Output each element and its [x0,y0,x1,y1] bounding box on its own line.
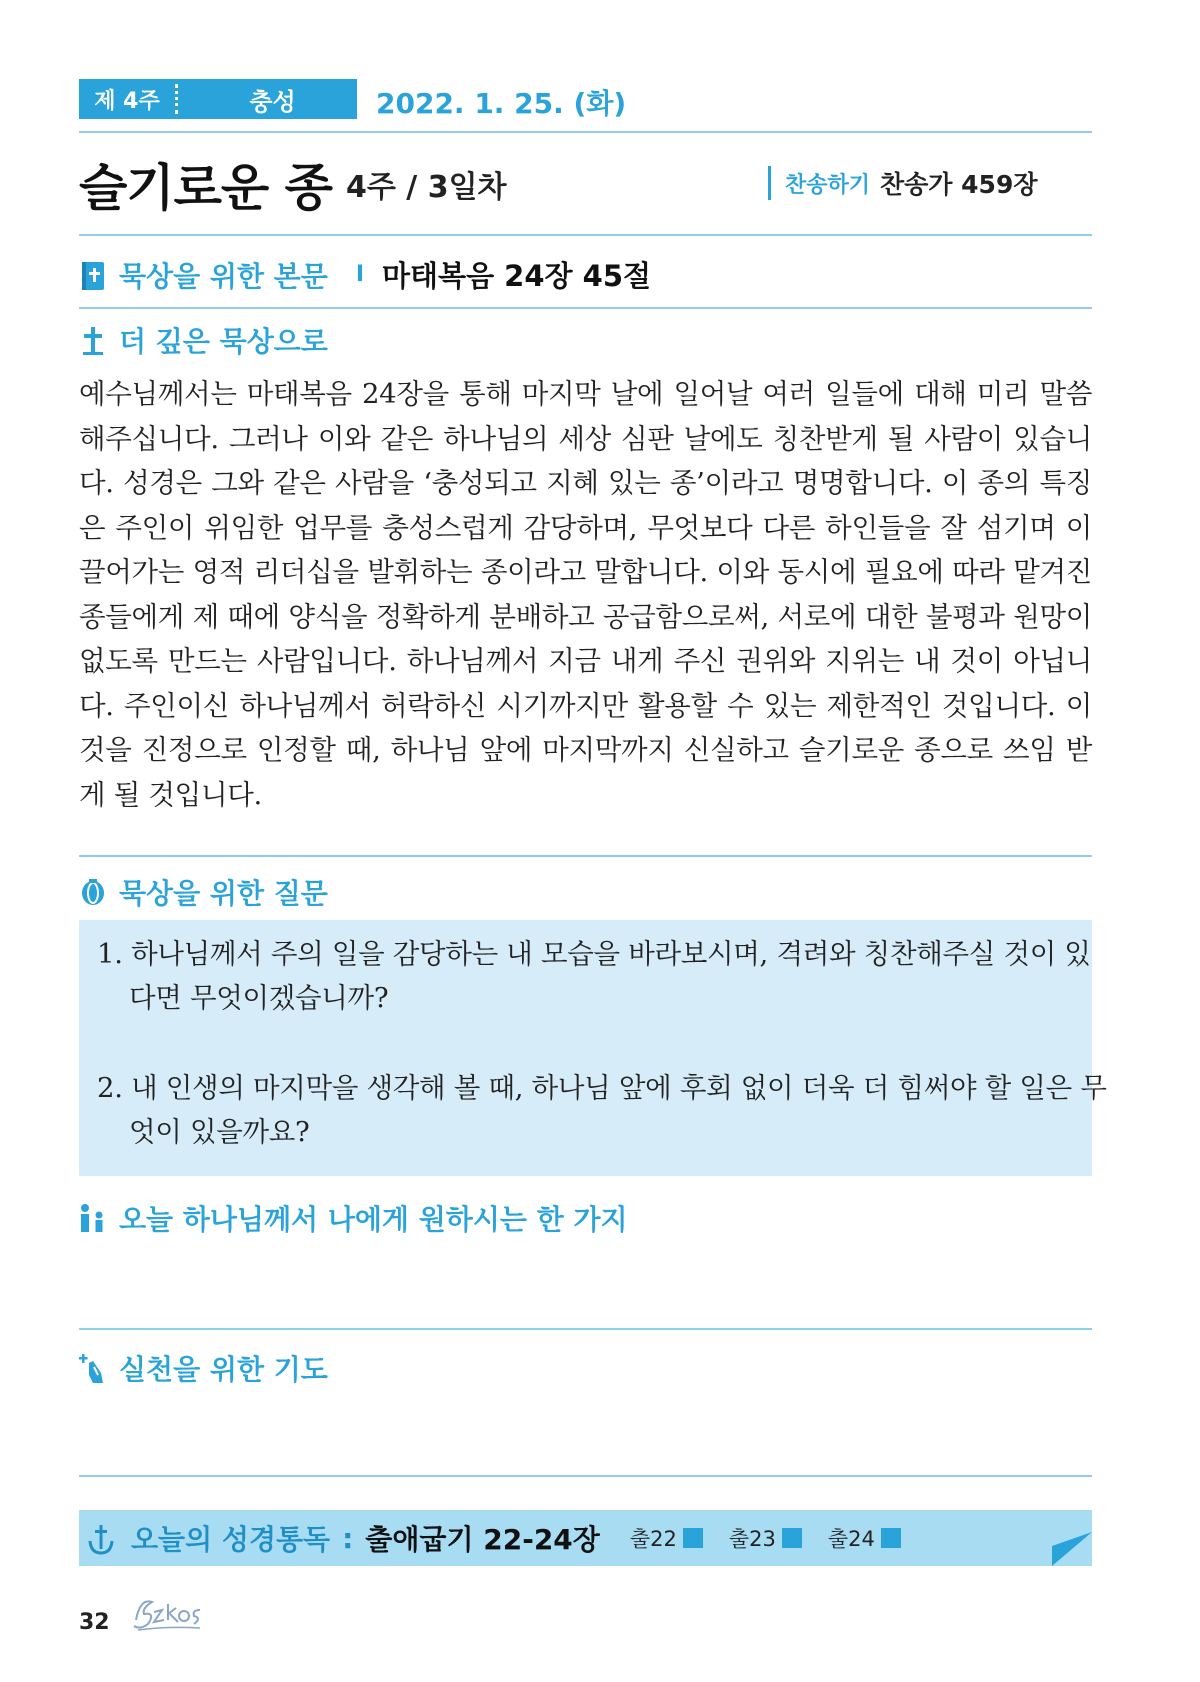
signature-logo [128,1590,208,1636]
checkbox[interactable] [782,1528,802,1548]
scripture-reference: 마태복음 24장 45절 [382,259,652,293]
questions-heading [79,872,328,912]
meditation-heading [79,320,328,360]
scripture-rule [79,307,1092,309]
praying-hands-icon [79,1353,107,1383]
reading-check-label: 출23 [728,1527,776,1551]
checkbox[interactable] [683,1528,703,1548]
week-divider [175,84,188,114]
hymn-divider [768,166,771,200]
bible-icon [79,260,107,290]
lantern-icon [79,877,107,907]
page-number: 32 [79,1610,110,1635]
theme-label: 충성 [249,87,296,116]
meditation-rule [79,855,1092,857]
scripture-label: 묵상을 위한 본문 [119,259,328,293]
page-subtitle: 4주 / 3일차 [346,170,507,205]
week-theme-box [79,79,357,119]
question-item: 1. 하나님께서 주의 일을 감당하는 내 모습을 바라보시며, 격려와 칭찬해주실 것이 있다면 무엇이겠습니까? [97,938,1091,1014]
people-icon [79,1203,107,1233]
scripture-heading [79,254,651,295]
bible-reading-bar [79,1510,1092,1566]
hymn-value: 찬송가 459장 [880,170,1038,199]
hymn-label: 찬송하기 [785,173,871,198]
week-label: 제 4주 [94,88,160,114]
page-title: 슬기로운 종 [79,159,332,217]
checkbox[interactable] [881,1528,901,1548]
prayer-heading [79,1348,328,1388]
reading-check-label: 출22 [629,1527,677,1551]
one-thing-heading [79,1198,628,1238]
anchor-icon [87,1523,115,1553]
one-thing-rule [79,1328,1092,1330]
cross-icon [79,325,107,355]
reading-check-item[interactable] [729,1523,802,1553]
scripture-separator: I [355,262,365,287]
question-item: 2. 내 인생의 마지막을 생각해 볼 때, 하나님 앞에 후회 없이 더욱 더 힘써야 할 일은 무엇이 있을까요? [97,1072,1107,1148]
reading-check-item[interactable] [630,1523,703,1553]
prayer-rule [79,1475,1092,1477]
reading-colon: : [342,1521,354,1555]
meditation-label: 더 깊은 묵상으로 [119,325,328,358]
corner-fold-icon [1052,1532,1092,1566]
meditation-body: 예수님께서는 마태복음 24장을 통해 마지막 날에 일어날 여러 일들에 대해 미리 말씀해주십니다. 그러나 이와 같은 하나님의 세상 심판 날에도 칭찬받게 될 사람이 있습니다. 성경은 그와 같은 사람을 ‘충성되고 지혜 있는 종’이라고 명명합니다. 이 종의 특징은 주인이 위임한 업무를 충성스럽게 감당하며, 무엇보다 다른 하인들을 잘 섬기며 이끌어가는 영적 리더십을 발휘하는 종이라고 말합니다. 이와 동시에 필요에 따라 맡겨진 종들에게 제 때에 양식을 정확하게 분배하고 공급함으로써, 서로에 대한 불평과 원망이 없도록 만드는 사람입니다. 하나님께서 지금 내게 주신 권위와 지위는 내 것이 아닙니다. 주인이신 하나님께서 허락하신 시기까지만 활용할 수 있는 제한적인 것입니다. 이것을 진정으로 인정할 때, 하나님 앞에 마지막까지 신실하고 슬기로운 종으로 쓰임 받게 될 것입니다. [79,378,1092,811]
reading-check-item[interactable] [828,1523,901,1553]
prayer-label: 실천을 위한 기도 [119,1353,328,1386]
title-rule [79,234,1092,236]
questions-box [79,920,1107,1176]
date: 2022. 1. 25. (화) [376,87,627,120]
reading-range: 출애굽기 22-24장 [365,1523,600,1556]
one-thing-label: 오늘 하나님께서 나에게 원하시는 한 가지 [119,1203,628,1236]
reading-label: 오늘의 성경통독 [131,1523,331,1556]
header-rule [79,131,1092,133]
reading-check-label: 출24 [827,1527,875,1551]
questions-label: 묵상을 위한 질문 [119,877,328,910]
